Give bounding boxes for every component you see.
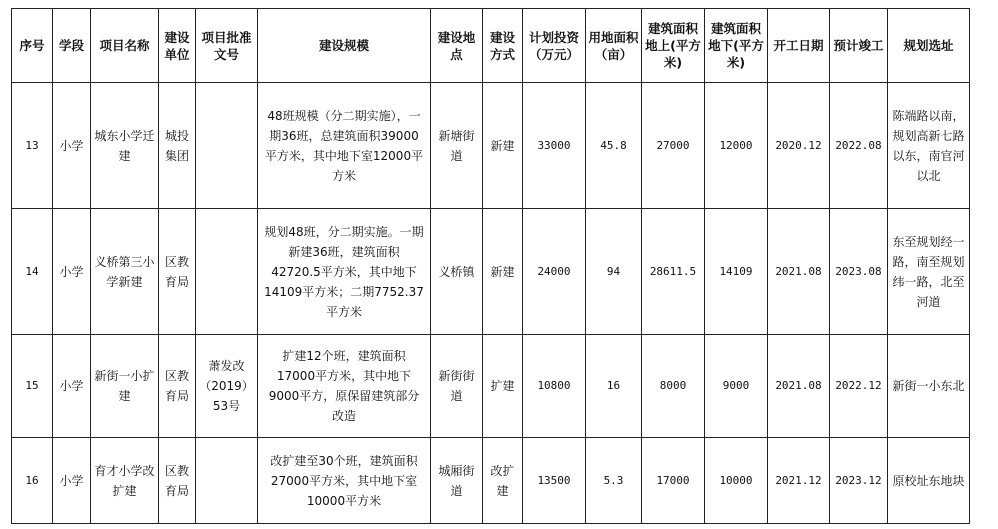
table-row bbox=[12, 335, 970, 438]
header-approval-no: 项目批准文号 bbox=[196, 9, 258, 83]
cell-area-above: 8000 bbox=[642, 335, 705, 438]
cell-seq: 16 bbox=[12, 438, 53, 524]
cell-completion: 2023.12 bbox=[830, 438, 888, 524]
header-site: 规划选址 bbox=[888, 9, 970, 83]
cell-land-area: 16 bbox=[586, 335, 642, 438]
header-scale: 建设规模 bbox=[258, 9, 431, 83]
cell-site: 陈端路以南，规划高新七路以东，南官河以北 bbox=[888, 83, 970, 209]
cell-project-name: 城东小学迁建 bbox=[91, 83, 159, 209]
table-row bbox=[12, 83, 970, 209]
header-builder: 建设单位 bbox=[159, 9, 196, 83]
cell-land-area: 45.8 bbox=[586, 83, 642, 209]
cell-completion: 2023.08 bbox=[830, 209, 888, 335]
cell-builder: 区教育局 bbox=[159, 209, 196, 335]
cell-method: 改扩建 bbox=[483, 438, 523, 524]
cell-scale: 规划48班，分二期实施。一期新建36班，建筑面积42720.5平方米，其中地下14109平方米；二期7752.37平方米 bbox=[258, 209, 431, 335]
project-table bbox=[11, 8, 970, 524]
cell-scale: 改扩建至30个班，建筑面积27000平方米，其中地下室10000平方米 bbox=[258, 438, 431, 524]
header-investment: 计划投资（万元） bbox=[523, 9, 586, 83]
cell-method: 新建 bbox=[483, 209, 523, 335]
cell-location: 新塘街道 bbox=[431, 83, 483, 209]
cell-site: 新街一小东北 bbox=[888, 335, 970, 438]
header-row bbox=[12, 9, 970, 83]
cell-start-date: 2021.08 bbox=[768, 335, 830, 438]
cell-area-above: 17000 bbox=[642, 438, 705, 524]
header-area-above: 建筑面积地上(平方米) bbox=[642, 9, 705, 83]
header-method: 建设方式 bbox=[483, 9, 523, 83]
cell-seq: 15 bbox=[12, 335, 53, 438]
header-start-date: 开工日期 bbox=[768, 9, 830, 83]
cell-method: 新建 bbox=[483, 83, 523, 209]
cell-area-below: 14109 bbox=[705, 209, 768, 335]
cell-investment: 10800 bbox=[523, 335, 586, 438]
cell-builder: 区教育局 bbox=[159, 438, 196, 524]
cell-area-above: 28611.5 bbox=[642, 209, 705, 335]
header-location: 建设地点 bbox=[431, 9, 483, 83]
cell-stage: 小学 bbox=[53, 438, 91, 524]
header-completion: 预计竣工 bbox=[830, 9, 888, 83]
cell-scale: 48班规模（分二期实施），一期36班，总建筑面积39000平方米，其中地下室12000平方米 bbox=[258, 83, 431, 209]
header-land-area: 用地面积（亩） bbox=[586, 9, 642, 83]
cell-stage: 小学 bbox=[53, 83, 91, 209]
cell-investment: 13500 bbox=[523, 438, 586, 524]
header-area-below: 建筑面积地下(平方米) bbox=[705, 9, 768, 83]
cell-area-below: 10000 bbox=[705, 438, 768, 524]
cell-scale: 扩建12个班，建筑面积17000平方米，其中地下9000平方，原保留建筑部分改造 bbox=[258, 335, 431, 438]
cell-builder: 区教育局 bbox=[159, 335, 196, 438]
cell-stage: 小学 bbox=[53, 209, 91, 335]
cell-method: 扩建 bbox=[483, 335, 523, 438]
cell-approval-no bbox=[196, 209, 258, 335]
cell-area-below: 12000 bbox=[705, 83, 768, 209]
table-row bbox=[12, 209, 970, 335]
cell-location: 城厢街道 bbox=[431, 438, 483, 524]
cell-site: 东至规划经一路，南至规划纬一路，北至河道 bbox=[888, 209, 970, 335]
cell-location: 义桥镇 bbox=[431, 209, 483, 335]
cell-investment: 33000 bbox=[523, 83, 586, 209]
cell-stage: 小学 bbox=[53, 335, 91, 438]
header-stage: 学段 bbox=[53, 9, 91, 83]
cell-area-above: 27000 bbox=[642, 83, 705, 209]
cell-completion: 2022.12 bbox=[830, 335, 888, 438]
cell-seq: 13 bbox=[12, 83, 53, 209]
cell-project-name: 新街一小扩建 bbox=[91, 335, 159, 438]
cell-approval-no bbox=[196, 83, 258, 209]
cell-approval-no bbox=[196, 438, 258, 524]
cell-location: 新街街道 bbox=[431, 335, 483, 438]
cell-start-date: 2021.12 bbox=[768, 438, 830, 524]
cell-site: 原校址东地块 bbox=[888, 438, 970, 524]
cell-start-date: 2020.12 bbox=[768, 83, 830, 209]
cell-investment: 24000 bbox=[523, 209, 586, 335]
cell-project-name: 义桥第三小学新建 bbox=[91, 209, 159, 335]
cell-seq: 14 bbox=[12, 209, 53, 335]
header-project-name: 项目名称 bbox=[91, 9, 159, 83]
cell-project-name: 育才小学改扩建 bbox=[91, 438, 159, 524]
cell-start-date: 2021.08 bbox=[768, 209, 830, 335]
cell-area-below: 9000 bbox=[705, 335, 768, 438]
table-row bbox=[12, 438, 970, 524]
cell-approval-no: 萧发改（2019）53号 bbox=[196, 335, 258, 438]
header-seq: 序号 bbox=[12, 9, 53, 83]
cell-land-area: 5.3 bbox=[586, 438, 642, 524]
cell-land-area: 94 bbox=[586, 209, 642, 335]
cell-completion: 2022.08 bbox=[830, 83, 888, 209]
cell-builder: 城投集团 bbox=[159, 83, 196, 209]
